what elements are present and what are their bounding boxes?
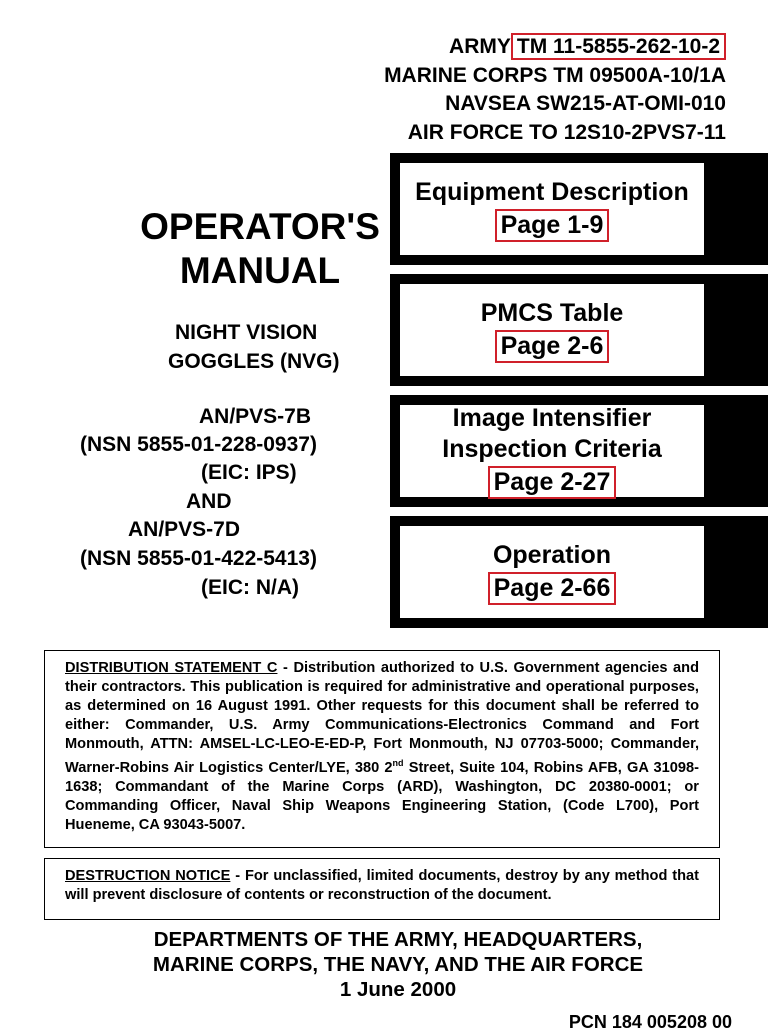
tab-page-link[interactable]: Page 2-27 [488, 466, 617, 499]
distribution-text-a: - Distribution authorized to U.S. Government agencies and their contractors. This publication is required for administrative and operational purposes, as determined on 16 August 1991. Other requests for this document shall be referred to either: Commander, U.S. Army Communications-Electronics Command and Fort Monmouth, ATTN: AMSEL-LC-LEO-E-ED-P, Fort Monmouth, NJ 07703-5000; Commander, Warner-Robins Air Logistics Center/LYE, 380 2 [65, 660, 699, 776]
publication-date: 1 June 2000 [339, 978, 457, 1001]
model-1: AN/PVS-7B [199, 405, 312, 428]
tab-title: Inspection Criteria [442, 435, 662, 463]
distribution-text-b: Street, Suite 104, Robins AFB, GA 31098-1638; Commandant of the Marine Corps (ARD), Washington, DC 20380-0001; or Commanding Officer, Naval Ship Weapons Engineering Station, (Code L700), Port Hueneme, CA 93043-5007. [65, 759, 699, 833]
army-designation [449, 33, 726, 61]
model-2-eic: (EIC: N/A) [201, 576, 299, 599]
army-tm-number[interactable]: TM 11-5855-262-10-2 [511, 33, 726, 60]
destruction-text: - For unclassified, limited documents, destroy by any method that will prevent disclosure of contents or reconstruction of the document. [65, 868, 699, 903]
tab-page-link[interactable]: Page 2-6 [495, 330, 610, 363]
footer-line-1: DEPARTMENTS OF THE ARMY, HEADQUARTERS, [153, 928, 643, 951]
distribution-sup: nd [392, 758, 404, 768]
tab-equipment-description [390, 153, 768, 265]
tab-page-link[interactable]: Page 2-66 [488, 572, 617, 605]
title-line-2: MANUAL [179, 250, 341, 291]
title-line-1: OPERATOR'S [140, 206, 380, 247]
destruction-notice [44, 858, 720, 920]
airforce-designation: AIR FORCE TO 12S10-2PVS7-11 [407, 121, 726, 144]
subtitle-line-2: GOGGLES (NVG) [168, 350, 340, 373]
tab-operation [390, 516, 768, 628]
model-2: AN/PVS-7D [128, 518, 241, 541]
tab-inner [400, 284, 704, 376]
manual-title [110, 205, 410, 293]
tab-image-intensifier [390, 395, 768, 507]
army-prefix: ARMY [449, 35, 511, 58]
tab-title: PMCS Table [480, 298, 624, 327]
pin-number: PCN 184 005208 00 [568, 1012, 732, 1032]
subtitle-line-1: NIGHT VISION [175, 321, 318, 344]
tab-inner [400, 163, 704, 255]
model-1-nsn: (NSN 5855-01-228-0937) [80, 433, 317, 456]
navsea-designation: NAVSEA SW215-AT-OMI-010 [445, 92, 726, 115]
distribution-label: DISTRIBUTION STATEMENT C [65, 660, 278, 676]
tab-title: Image Intensifier [452, 404, 652, 432]
destruction-label: DESTRUCTION NOTICE [65, 868, 231, 884]
tab-title: Operation [492, 540, 612, 569]
model-and: AND [186, 490, 232, 513]
tab-inner [400, 405, 704, 497]
model-2-nsn: (NSN 5855-01-422-5413) [80, 547, 317, 570]
distribution-statement [44, 650, 720, 848]
footer-line-2: MARINE CORPS, THE NAVY, AND THE AIR FORCE [152, 953, 644, 976]
tab-title: Equipment Description [415, 177, 689, 206]
tab-pmcs-table [390, 274, 768, 386]
marine-designation: MARINE CORPS TM 09500A-10/1A [384, 64, 726, 87]
tab-page-link[interactable]: Page 1-9 [495, 209, 610, 242]
model-1-eic: (EIC: IPS) [201, 461, 297, 484]
tab-inner [400, 526, 704, 618]
